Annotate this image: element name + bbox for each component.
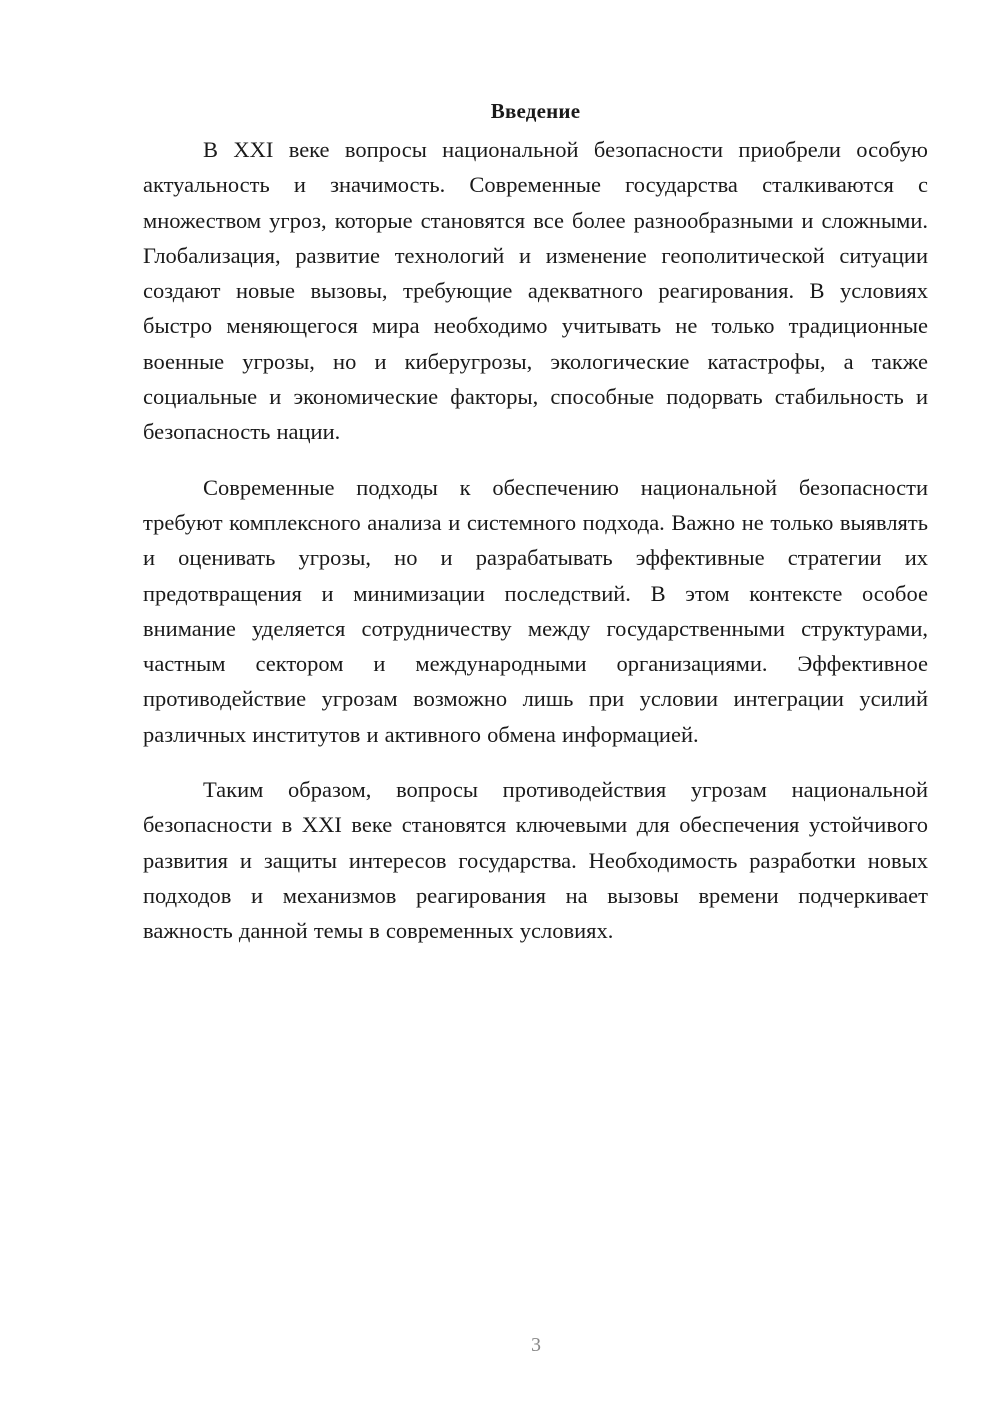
paragraph-2: Современные подходы к обеспечению национальной безопасности требуют комплексного анализа и системного подхода. Важно не только выявлять и оценивать угрозы, но и разрабатывать эффективные стратегии их предотвращения и минимизации последствий. В этом контексте особое внимание уделяется сотрудничеству между государственными структурами, частным сектором и международными организациями. Эффективное противодействие угрозам возможно лишь при условии интеграции усилий различных институтов и активного обмена информацией. [143, 474, 928, 747]
document-body [143, 96, 928, 969]
paragraph-1: В XXI веке вопросы национальной безопасности приобрели особую актуальность и значимость. Современные государства сталкиваются с множеством угроз, которые становятся все более разнообразными и сложными. Глобализация, развитие технологий и изменение геополитической ситуации создают новые вызовы, требующие адекватного реагирования. В условиях быстро меняющегося мира необходимо учитывать не только традиционные военные угрозы, но и киберугрозы, экологические катастрофы, а также социальные и экономические факторы, способные подорвать стабильность и безопасность нации. [143, 137, 928, 445]
section-title: Введение [490, 99, 581, 123]
page-number: 3 [531, 1334, 541, 1356]
paragraph-3: Таким образом, вопросы противодействия угрозам национальной безопасности в XXI веке становятся ключевыми для обеспечения устойчивого развития и защиты интересов государства. Необходимость разработки новых подходов и механизмов реагирования на вызовы времени подчеркивает важность данной темы в современных условиях. [143, 777, 928, 944]
